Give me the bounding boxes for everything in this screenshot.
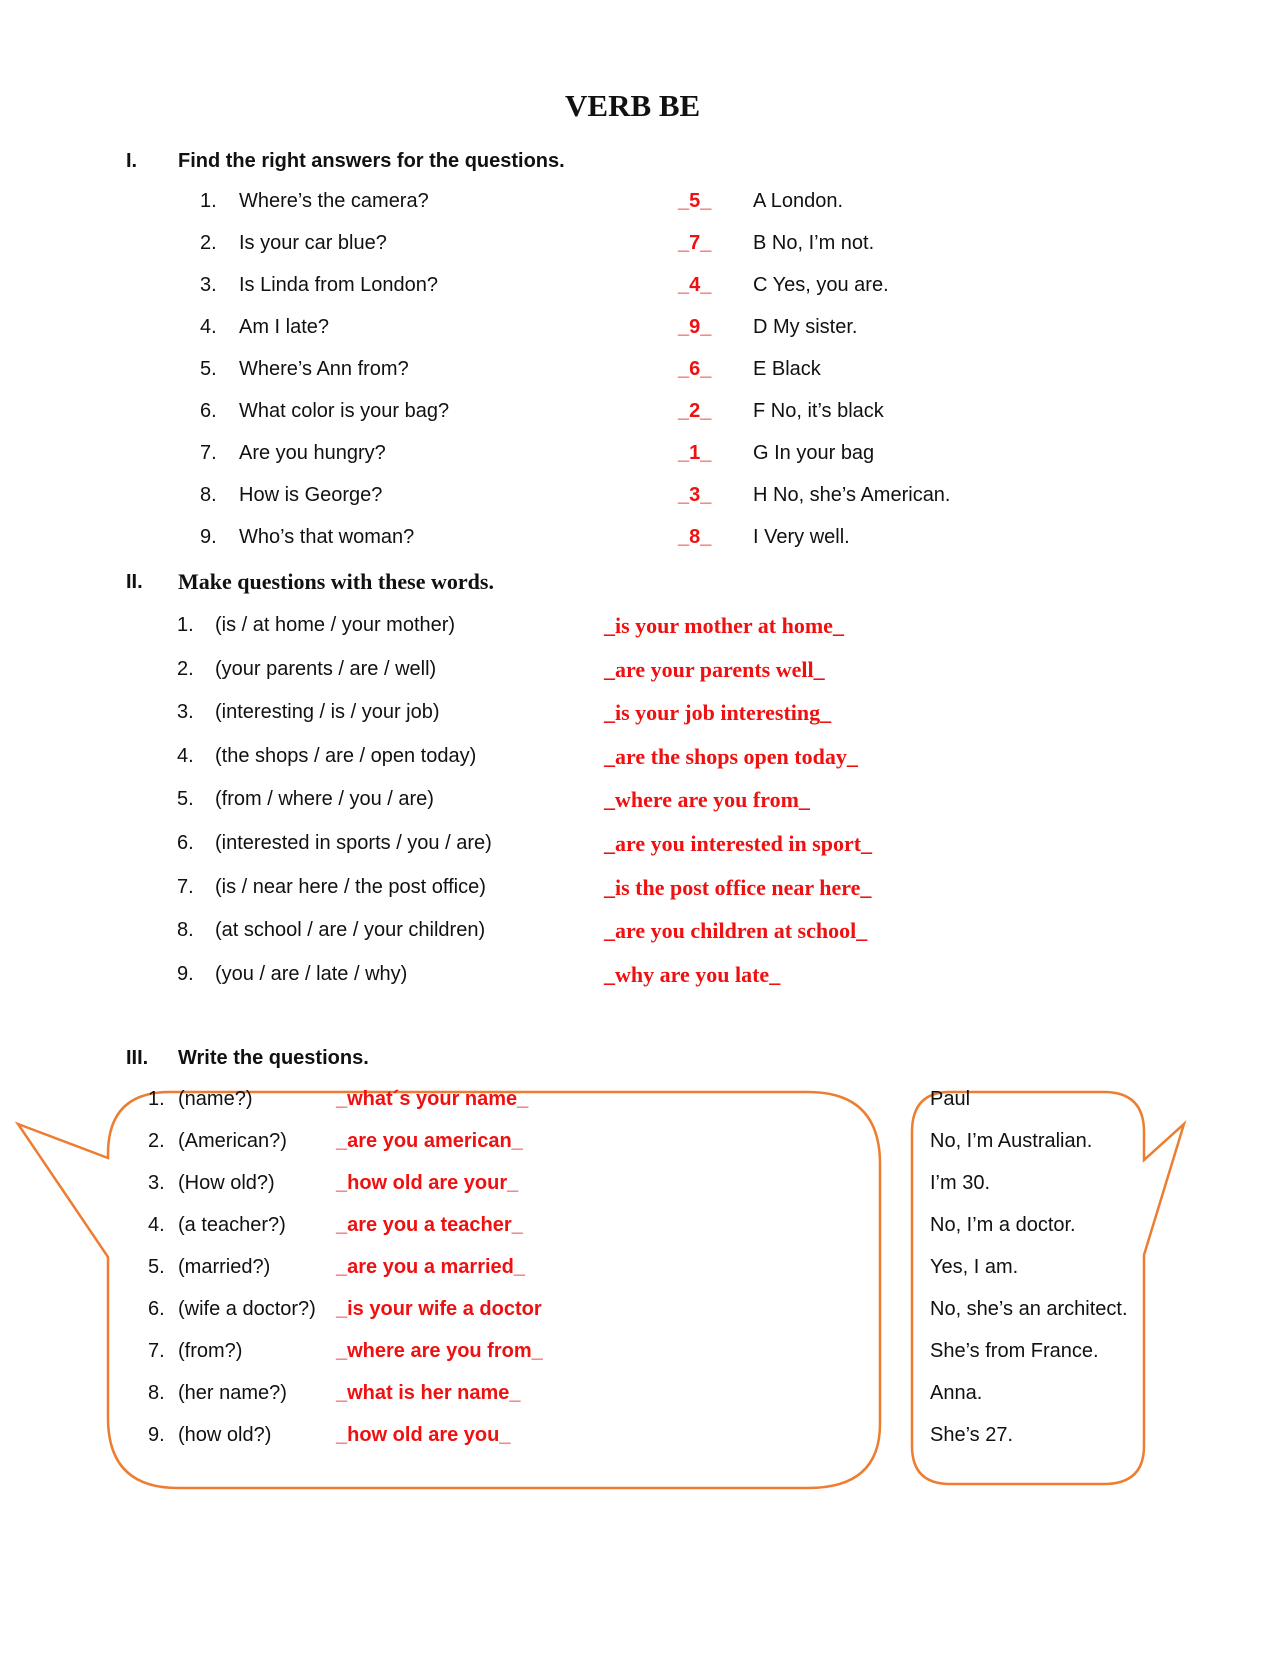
section-3-heading: Write the questions.: [178, 1047, 369, 1069]
question-number: 1.: [200, 190, 217, 212]
question-text: Is Linda from London?: [239, 274, 439, 296]
question-number: 3.: [200, 274, 217, 296]
word-prompt: (interested in sports / you / are): [215, 832, 492, 854]
prompt-text: (her name?): [178, 1382, 287, 1404]
question-number: 7.: [200, 442, 217, 464]
answer-option: E Black: [753, 358, 821, 380]
question-answer: _are the shops open today_: [604, 743, 858, 769]
word-prompt: (your parents / are / well): [215, 657, 437, 680]
question-answer: _is your wife a doctor: [336, 1298, 542, 1320]
answer-blank: _1_: [678, 442, 712, 464]
question-answer: _is the post office near here_: [604, 874, 872, 900]
answer-blank: _6_: [678, 358, 712, 380]
item-number: 3.: [177, 701, 194, 724]
question-number: 8.: [200, 484, 217, 506]
prompt-text: (wife a doctor?): [178, 1298, 316, 1320]
question-answer: _is your mother at home_: [604, 613, 844, 638]
word-prompt: (the shops / are / open today): [215, 744, 477, 767]
section-1-heading: Find the right answers for the questions.: [178, 150, 565, 172]
item-number: 9.: [177, 962, 194, 985]
answer-option: H No, she’s American.: [753, 484, 951, 506]
question-answer: _are you children at school_: [604, 918, 868, 944]
item-number: 6.: [177, 832, 194, 854]
item-number: 8.: [148, 1382, 165, 1404]
word-prompt: (from / where / you / are): [215, 788, 434, 811]
item-number: 4.: [177, 744, 194, 767]
item-number: 6.: [148, 1298, 165, 1320]
question-text: Where’s the camera?: [239, 190, 429, 212]
question-text: What color is your bag?: [239, 400, 450, 422]
reply-text: Paul: [930, 1088, 971, 1110]
reply-text: Yes, I am.: [930, 1256, 1019, 1278]
question-answer: _are you a teacher_: [336, 1214, 523, 1236]
word-prompt: (you / are / late / why): [215, 962, 408, 985]
reply-text: She’s from France.: [930, 1340, 1099, 1362]
answer-option: D My sister.: [753, 316, 858, 338]
question-answer: _where are you from_: [604, 787, 810, 813]
section-2-heading: Make questions with these words.: [178, 569, 494, 594]
section-3-number: III.: [126, 1047, 149, 1069]
question-number: 2.: [200, 232, 217, 254]
question-answer: _are you a married_: [336, 1256, 525, 1278]
prompt-text: (how old?): [178, 1424, 272, 1446]
word-prompt: (is / near here / the post office): [215, 875, 486, 898]
item-number: 2.: [148, 1130, 165, 1152]
prompt-text: (name?): [178, 1088, 253, 1110]
question-answer: _what´s your name_: [336, 1088, 529, 1110]
question-number: 5.: [200, 358, 217, 380]
answer-blank: _5_: [678, 190, 712, 212]
question-answer: _why are you late_: [604, 961, 781, 987]
question-number: 9.: [200, 526, 217, 548]
item-number: 5.: [177, 788, 194, 811]
question-answer: _are you interested in sport_: [604, 831, 873, 856]
reply-text: No, she’s an architect.: [930, 1298, 1128, 1320]
item-number: 7.: [177, 875, 194, 898]
answer-option: F No, it’s black: [753, 400, 884, 422]
question-text: How is George?: [239, 484, 383, 506]
prompt-text: (a teacher?): [178, 1214, 286, 1236]
prompt-text: (from?): [178, 1340, 243, 1362]
answer-blank: _9_: [678, 316, 712, 338]
question-number: 6.: [200, 400, 217, 422]
item-number: 3.: [148, 1172, 165, 1194]
question-answer: _are your parents well_: [604, 656, 825, 682]
reply-text: She’s 27.: [930, 1424, 1014, 1446]
item-number: 7.: [148, 1340, 165, 1362]
item-number: 4.: [148, 1214, 165, 1236]
reply-text: Anna.: [930, 1382, 983, 1404]
answer-blank: _4_: [678, 274, 712, 296]
reply-text: No, I’m a doctor.: [930, 1214, 1076, 1236]
answer-blank: _2_: [678, 400, 712, 422]
answer-option: I Very well.: [753, 526, 850, 548]
question-number: 4.: [200, 316, 217, 338]
reply-text: I’m 30.: [930, 1172, 991, 1194]
question-text: Are you hungry?: [239, 442, 386, 464]
question-text: Is your car blue?: [239, 232, 387, 254]
question-answer: _how old are you_: [336, 1424, 511, 1446]
word-prompt: (is / at home / your mother): [215, 614, 456, 636]
answer-blank: _8_: [678, 526, 712, 548]
question-answer: _what is her name_: [336, 1382, 521, 1404]
prompt-text: (How old?): [178, 1172, 275, 1194]
item-number: 1.: [177, 614, 194, 636]
answer-option: G In your bag: [753, 442, 875, 464]
question-answer: _where are you from_: [336, 1340, 543, 1362]
page-title: VERB BE: [565, 88, 701, 123]
question-text: Am I late?: [239, 316, 330, 338]
prompt-text: (married?): [178, 1256, 271, 1278]
answer-blank: _3_: [678, 484, 712, 506]
question-answer: _how old are your_: [336, 1172, 519, 1194]
answer-option: B No, I’m not.: [753, 232, 875, 254]
item-number: 9.: [148, 1424, 165, 1446]
question-answer: _is your job interesting_: [604, 700, 832, 726]
section-2-number: II.: [126, 571, 143, 593]
item-number: 2.: [177, 657, 194, 680]
section-1-number: I.: [126, 150, 138, 172]
answer-option: A London.: [753, 190, 844, 212]
answer-blank: _7_: [678, 232, 712, 254]
word-prompt: (interesting / is / your job): [215, 701, 440, 724]
question-text: Where’s Ann from?: [239, 358, 409, 380]
item-number: 8.: [177, 919, 194, 942]
prompt-text: (American?): [178, 1130, 287, 1152]
item-number: 5.: [148, 1256, 165, 1278]
question-text: Who’s that woman?: [239, 526, 415, 548]
reply-text: No, I’m Australian.: [930, 1130, 1093, 1152]
question-answer: _are you american_: [336, 1130, 523, 1152]
item-number: 1.: [148, 1088, 165, 1110]
word-prompt: (at school / are / your children): [215, 919, 486, 942]
answer-option: C Yes, you are.: [753, 274, 889, 296]
